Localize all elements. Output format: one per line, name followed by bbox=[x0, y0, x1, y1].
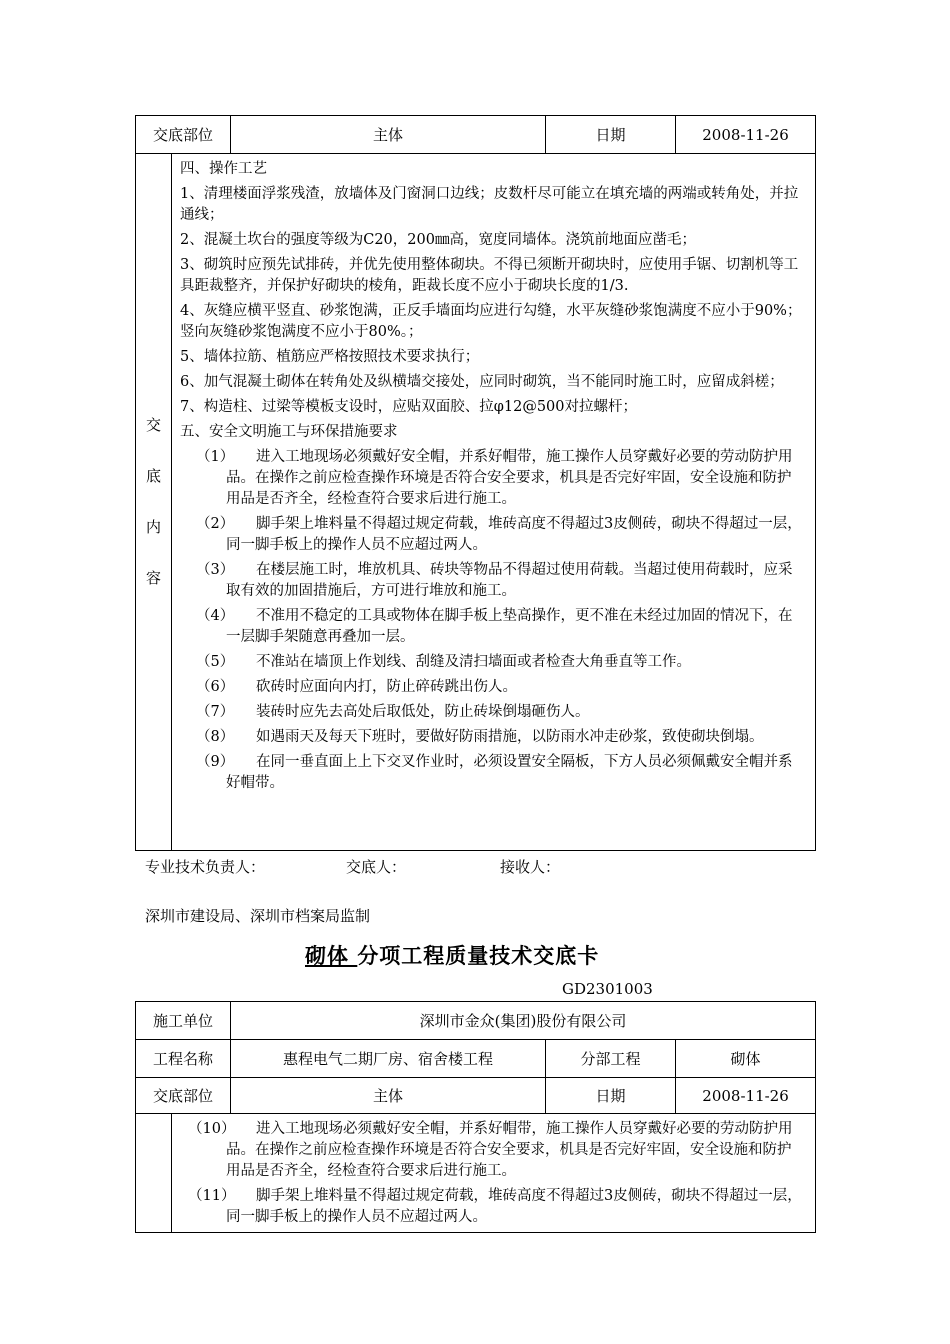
disclosure-content bbox=[172, 154, 816, 851]
item-number: （3） bbox=[196, 562, 235, 578]
sub-project-value: 砌体 bbox=[676, 1040, 816, 1078]
item-number: （1） bbox=[196, 449, 235, 465]
safety-item bbox=[180, 1186, 803, 1228]
item-number: （9） bbox=[196, 754, 235, 770]
item-text: 进入工地现场必须戴好安全帽，并系好帽带，施工操作人员穿戴好必要的劳动防护用品。在操作之前应检查操作环境是否符合安全要求，机具是否完好牢固，安全设施和防护用品是否齐全，经检查符合要求后进行施工。 bbox=[226, 449, 793, 507]
section5-heading: 五、安全文明施工与环保措施要求 bbox=[180, 424, 398, 440]
unit-label: 施工单位 bbox=[136, 1002, 231, 1040]
item-number: （10） bbox=[188, 1121, 236, 1137]
item-number: （2） bbox=[196, 516, 235, 532]
signature-receiver: 接收人： bbox=[500, 858, 561, 876]
location-label: 交底部位 bbox=[136, 116, 231, 154]
date-value: 2008-11-26 bbox=[676, 1078, 816, 1114]
item-number: （8） bbox=[196, 729, 235, 745]
item-text: 如遇雨天及每天下班时，要做好防雨措施，以防雨水冲走砂浆，致使砌块倒塌。 bbox=[256, 729, 764, 745]
form-code: GD2301003 bbox=[562, 980, 653, 998]
item-text: 在同一垂直面上上下交叉作业时，必须设置安全隔板，下方人员必须佩戴安全帽并系好帽带。 bbox=[226, 754, 793, 791]
item-text: 脚手架上堆料量不得超过规定荷载，堆砖高度不得超过3皮侧砖，砌块不得超过一层，同一脚手板上的操作人员不应超过两人。 bbox=[226, 516, 802, 553]
side-char: 交 bbox=[145, 416, 161, 434]
date-value: 2008-11-26 bbox=[676, 116, 816, 154]
safety-item bbox=[180, 447, 803, 510]
safety-item bbox=[180, 727, 803, 748]
item-text: 进入工地现场必须戴好安全帽，并系好帽带，施工操作人员穿戴好必要的劳动防护用品。在操作之前应检查操作环境是否符合安全要求，机具是否完好牢固，安全设施和防护用品是否齐全，经检查符合要求后进行施工。 bbox=[226, 1121, 793, 1179]
safety-item bbox=[180, 752, 803, 794]
second-disclosure-table bbox=[135, 1001, 816, 1233]
safety-item bbox=[180, 560, 803, 602]
item-text: 不准用不稳定的工具或物体在脚手板上垫高操作，更不准在未经过加固的情况下，在一层脚手架随意再叠加一层。 bbox=[226, 608, 793, 645]
content-side-label bbox=[136, 154, 172, 851]
title-subject: 砌体 bbox=[305, 944, 349, 968]
top-disclosure-table bbox=[135, 115, 816, 851]
item-text: 装砖时应先去高处后取低处，防止砖垛倒塌砸伤人。 bbox=[256, 704, 590, 720]
date-label: 日期 bbox=[546, 116, 676, 154]
safety-item bbox=[180, 652, 803, 673]
safety-item bbox=[180, 702, 803, 723]
procedure-item: 5、墙体拉筋、植筋应严格按照技术要求执行； bbox=[180, 349, 480, 365]
procedure-item: 7、构造柱、过梁等模板支设时，应贴双面胶、拉φ12@500对拉螺杆； bbox=[180, 399, 638, 415]
side-char: 内 bbox=[145, 518, 161, 536]
item-text: 不准站在墙顶上作划线、刮缝及清扫墙面或者检查大角垂直等工作。 bbox=[256, 654, 691, 670]
project-label: 工程名称 bbox=[136, 1040, 231, 1078]
item-number: （4） bbox=[196, 608, 235, 624]
sub-project-label: 分部工程 bbox=[546, 1040, 676, 1078]
title-rest: 分项工程质量技术交底卡 bbox=[357, 944, 600, 968]
location-value: 主体 bbox=[231, 116, 546, 154]
unit-value: 深圳市金众(集团)股份有限公司 bbox=[231, 1002, 816, 1040]
safety-item bbox=[180, 606, 803, 648]
section4-heading: 四、操作工艺 bbox=[180, 161, 267, 177]
safety-item bbox=[180, 1119, 803, 1182]
procedure-item: 3、砌筑时应预先试排砖，并优先使用整体砌块。不得已须断开砌块时，应使用手锯、切割机等工具距裁整齐，并保护好砌块的棱角，距裁长度不应小于砌块长度的1/3. bbox=[180, 257, 799, 294]
signature-discloser: 交底人： bbox=[346, 858, 407, 876]
side-char: 底 bbox=[145, 467, 161, 485]
disclosure-content bbox=[172, 1114, 816, 1233]
procedure-item: 2、混凝土坎台的强度等级为C20，200㎜高，宽度同墙体。浇筑前地面应凿毛； bbox=[180, 232, 696, 248]
safety-item bbox=[180, 514, 803, 556]
procedure-item: 1、清理楼面浮浆残渣，放墙体及门窗洞口边线；皮数杆尽可能立在填充墙的两端或转角处，并拉通线； bbox=[180, 186, 799, 223]
date-label: 日期 bbox=[546, 1078, 676, 1114]
side-char: 容 bbox=[145, 569, 161, 587]
supervision-note: 深圳市建设局、深圳市档案局监制 bbox=[145, 907, 371, 925]
card-title bbox=[305, 940, 599, 970]
item-text: 在楼层施工时，堆放机具、砖块等物品不得超过使用荷载。当超过使用荷载时，应采取有效的加固措施后，方可进行堆放和施工。 bbox=[226, 562, 793, 599]
item-number: （6） bbox=[196, 679, 235, 695]
signature-tech-lead: 专业技术负责人： bbox=[145, 858, 266, 876]
location-label: 交底部位 bbox=[136, 1078, 231, 1114]
content-side-label bbox=[136, 1114, 172, 1233]
project-value: 惠程电气二期厂房、宿舍楼工程 bbox=[231, 1040, 546, 1078]
location-value: 主体 bbox=[231, 1078, 546, 1114]
item-text: 砍砖时应面向内打，防止碎砖跳出伤人。 bbox=[256, 679, 517, 695]
procedure-item: 4、灰缝应横平竖直、砂浆饱满，正反手墙面均应进行勾缝，水平灰缝砂浆饱满度不应小于90%；竖向灰缝砂浆饱满度不应小于80%。； bbox=[180, 303, 802, 340]
item-text: 脚手架上堆料量不得超过规定荷载，堆砖高度不得超过3皮侧砖，砌块不得超过一层，同一脚手板上的操作人员不应超过两人。 bbox=[226, 1188, 802, 1225]
procedure-item: 6、加气混凝土砌体在转角处及纵横墙交接处，应同时砌筑，当不能同时施工时，应留成斜槎； bbox=[180, 374, 784, 390]
item-number: （5） bbox=[196, 654, 235, 670]
item-number: （11） bbox=[188, 1188, 236, 1204]
safety-item bbox=[180, 677, 803, 698]
item-number: （7） bbox=[196, 704, 235, 720]
